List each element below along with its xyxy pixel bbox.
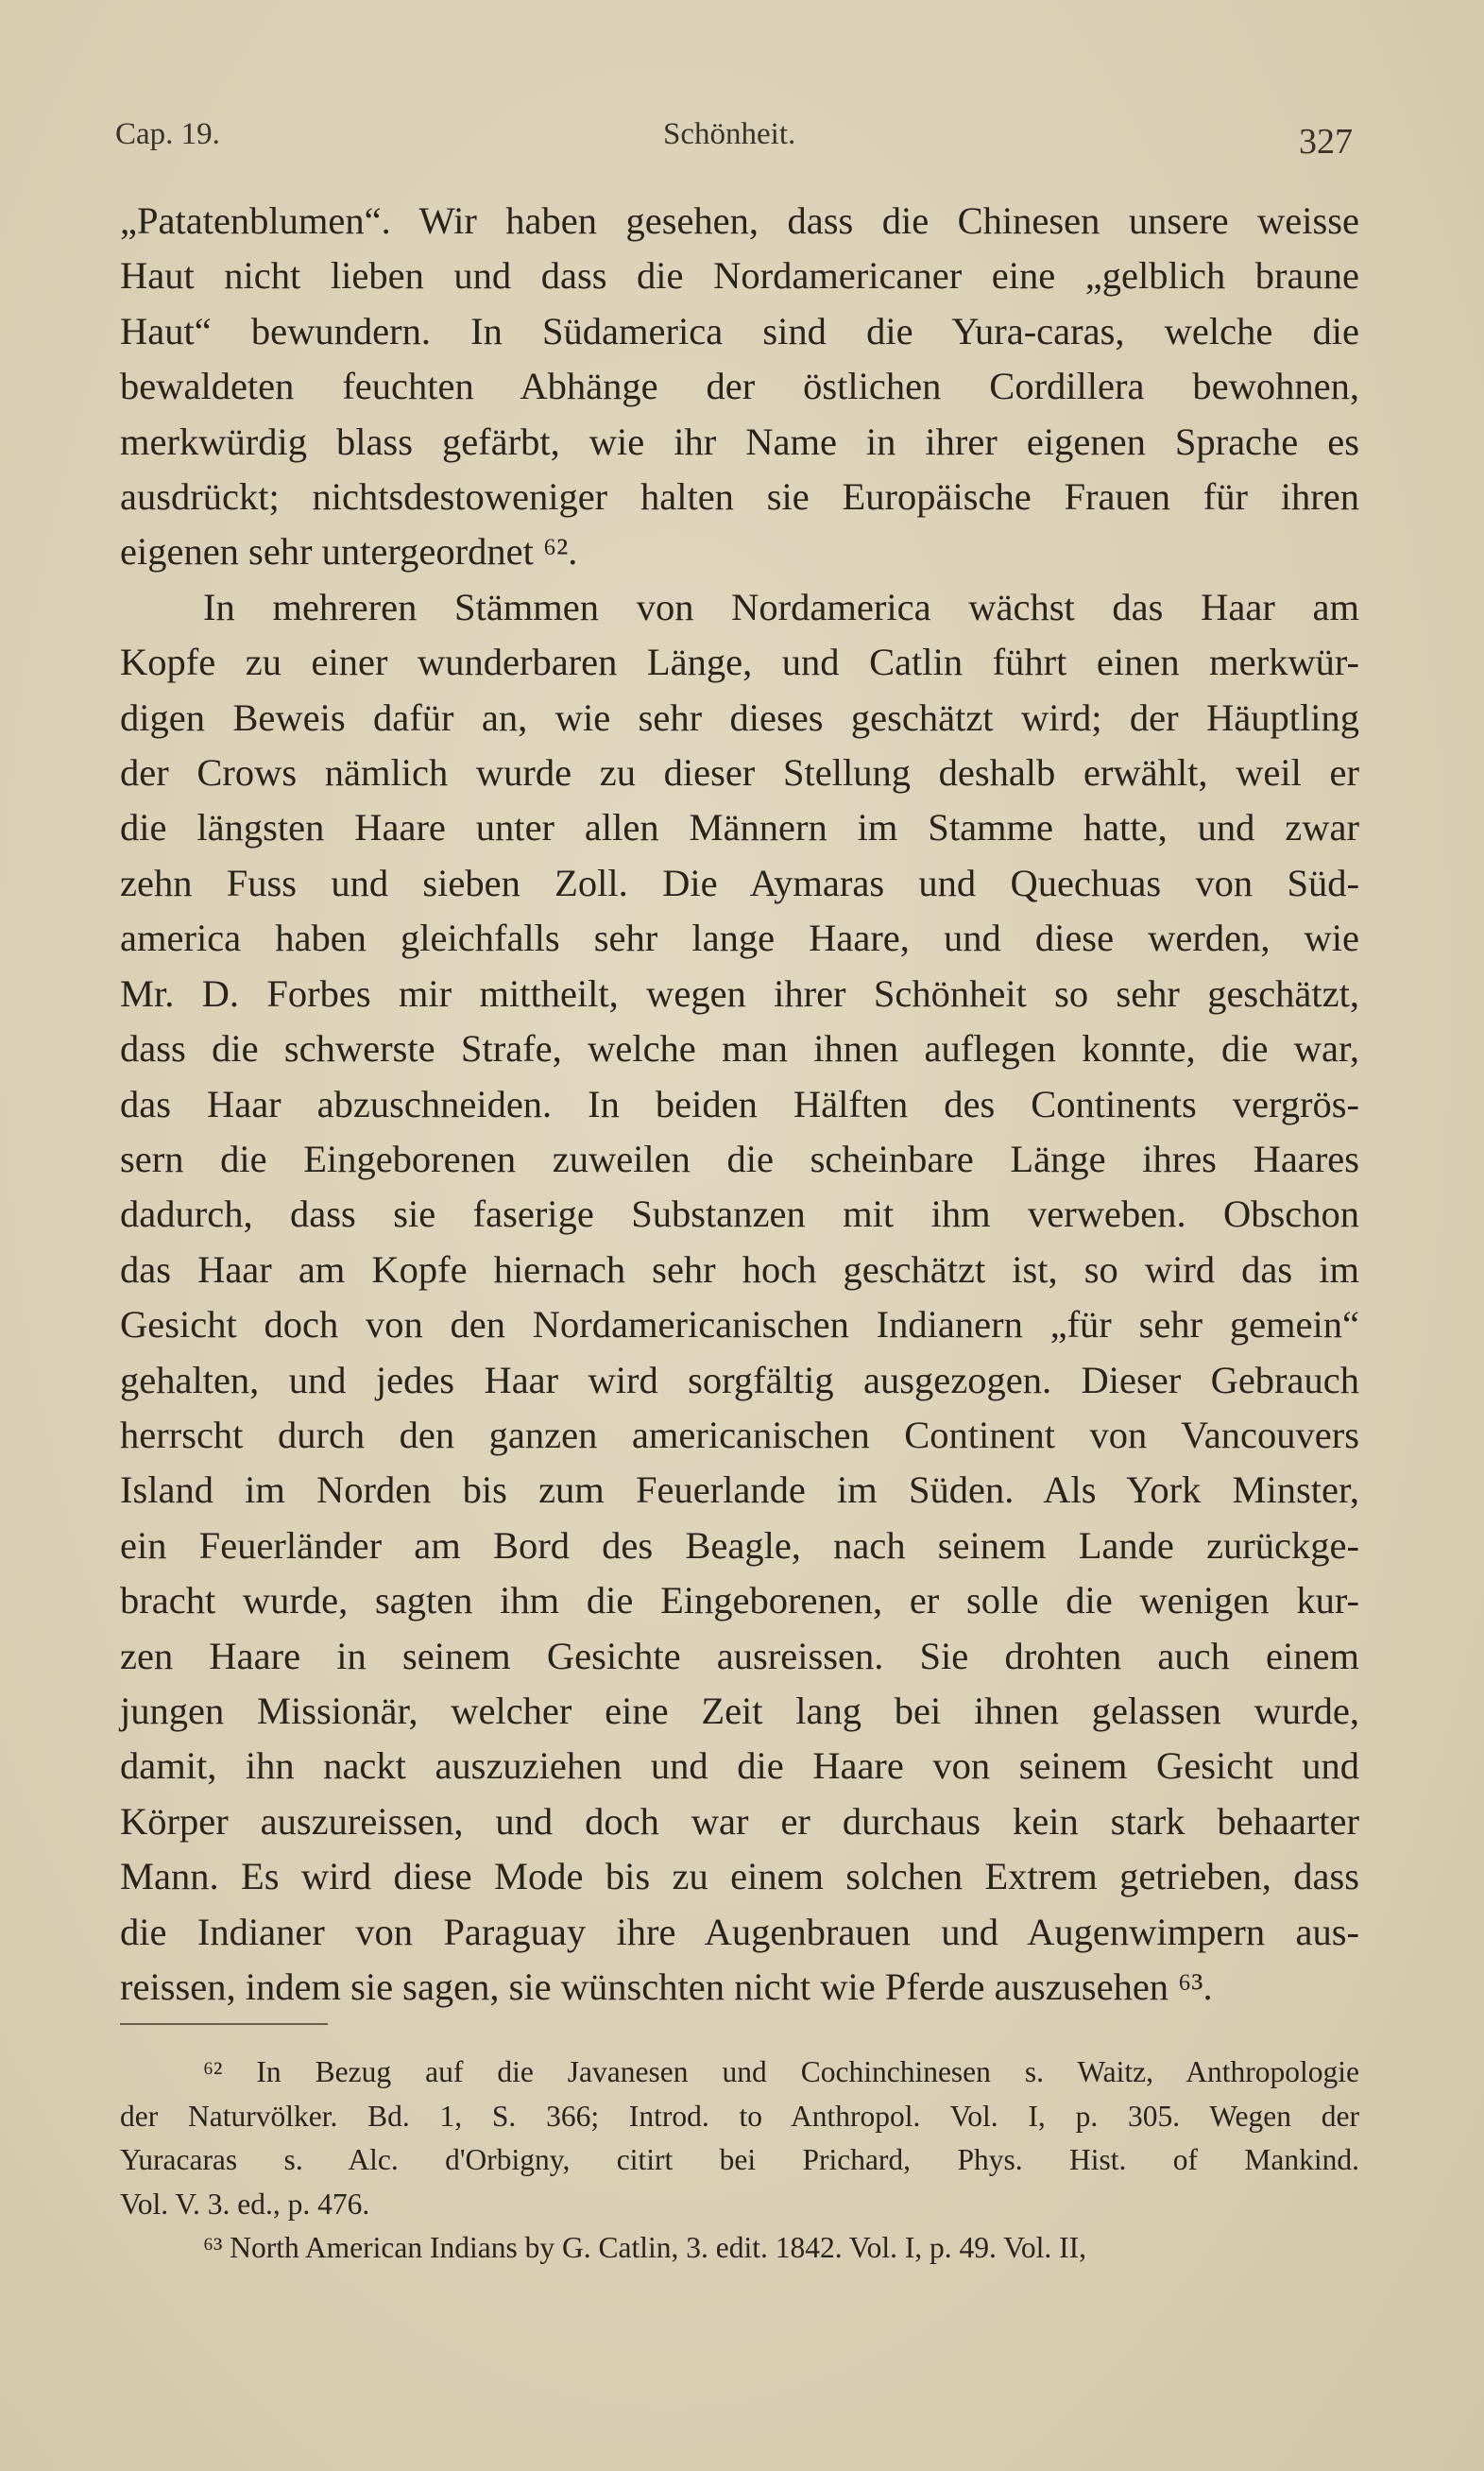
paragraph-2 [120,580,1359,2016]
text-line: Gesicht doch von den Nordamericanischen Indianern „für sehr gemein“ [120,1303,1359,1347]
text-line: Mann. Es wird diese Mode bis zu einem solchen Extrem getrieben, dass [120,1855,1359,1898]
running-title: Schönheit. [663,117,796,151]
text-line: sern die Eingeborenen zuweilen die scheinbare Länge ihres Haares [120,1137,1359,1180]
text-line: bewaldeten feuchten Abhänge der östlichen Cordillera bewohnen, [120,365,1359,408]
text-line: digen Beweis dafür an, wie sehr dieses geschätzt wird; der Häuptling [120,695,1359,739]
text-line: ⁶² In Bezug auf die Javanesen und Cochinchinesen s. Waitz, Anthropologie [203,2055,1359,2088]
text-line: Kopfe zu einer wunderbaren Länge, und Catlin führt einen merkwür- [120,641,1359,684]
text-line: der Crows nämlich wurde zu dieser Stellung deshalb erwählt, weil er [120,751,1359,795]
text-line: reissen, indem sie sagen, sie wünschten nicht wie Pferde auszusehen ⁶³. [120,1965,1213,2008]
text-line: eigenen sehr untergeordnet ⁶². [120,530,578,574]
text-line: jungen Missionär, welcher eine Zeit lang bei ihnen gelassen wurde, [120,1689,1359,1732]
running-header [115,112,1353,168]
text-line: Haut“ bewundern. In Südamerica sind die Yura-caras, welche die [120,309,1359,352]
text-line: Vol. V. 3. ed., p. 476. [120,2187,370,2221]
text-line: Island im Norden bis zum Feuerlande im Süden. Als York Minster, [120,1468,1359,1512]
text-line: damit, ihn nackt auszuziehen und die Haare von seinem Gesicht und [120,1744,1359,1788]
text-line: dadurch, dass sie faserige Substanzen mit ihm verweben. Obschon [120,1193,1359,1236]
text-line: die Indianer von Paraguay ihre Augenbrauen und Augenwimpern aus- [120,1910,1359,1953]
footnote-rule [120,2023,328,2025]
text-line: „Patatenblumen“. Wir haben gesehen, dass die Chinesen unsere weisse [120,199,1359,242]
text-line: zehn Fuss und sieben Zoll. Die Aymaras und Quechuas von Süd- [120,861,1359,904]
footnotes [120,2051,1359,2271]
page-number: 327 [1299,122,1353,162]
text-line: In mehreren Stämmen von Nordamerica wächst das Haar am [203,585,1359,628]
text-line: ein Feuerländer am Bord des Beagle, nach seinem Lande zurückge- [120,1523,1359,1567]
text-line: zen Haare in seinem Gesichte ausreissen. Sie drohten auch einem [120,1634,1359,1677]
text-line: merkwürdig blass gefärbt, wie ihr Name in ihrer eigenen Sprache es [120,420,1359,463]
text-line: ⁶³ North American Indians by G. Catlin, 3. edit. 1842. Vol. I, p. 49. Vol. II, [203,2231,1087,2264]
text-line: ausdrückt; nichtsdestoweniger halten sie Europäische Frauen für ihren [120,475,1359,519]
text-line: herrscht durch den ganzen americanischen Continent von Vancouvers [120,1413,1359,1456]
text-line: gehalten, und jedes Haar wird sorgfältig ausgezogen. Dieser Gebrauch [120,1358,1359,1401]
text-line: america haben gleichfalls sehr lange Haare, und diese werden, wie [120,917,1359,960]
chapter-label: Cap. 19. [115,117,220,151]
text-line: Haut nicht lieben und dass die Nordamericaner eine „gelblich braune [120,254,1359,298]
text-line: das Haar am Kopfe hiernach sehr hoch geschätzt ist, so wird das im [120,1247,1359,1291]
paragraph-1 [120,194,1359,580]
text-line: Körper auszureissen, und doch war er durchaus kein stark behaarter [120,1799,1359,1843]
text-line: bracht wurde, sagten ihm die Eingeborenen, er solle die wenigen kur- [120,1579,1359,1622]
text-line: Mr. D. Forbes mir mittheilt, wegen ihrer Schönheit so sehr geschätzt, [120,971,1359,1015]
footnote-63 [120,2226,1359,2271]
body-text [120,194,1359,2015]
text-line: dass die schwerste Strafe, welche man ihnen auflegen konnte, die war, [120,1027,1359,1071]
text-line: Yuracaras s. Alc. d'Orbigny, citirt bei Prichard, Phys. Hist. of Mankind. [120,2143,1359,2176]
text-line: der Naturvölker. Bd. 1, S. 366; Introd. to Anthropol. Vol. I, p. 305. Wegen der [120,2099,1359,2133]
text-line: die längsten Haare unter allen Männern im Stamme hatte, und zwar [120,806,1359,849]
text-line: das Haar abzuschneiden. In beiden Hälften des Continents vergrös- [120,1082,1359,1125]
footnote-62 [120,2051,1359,2226]
